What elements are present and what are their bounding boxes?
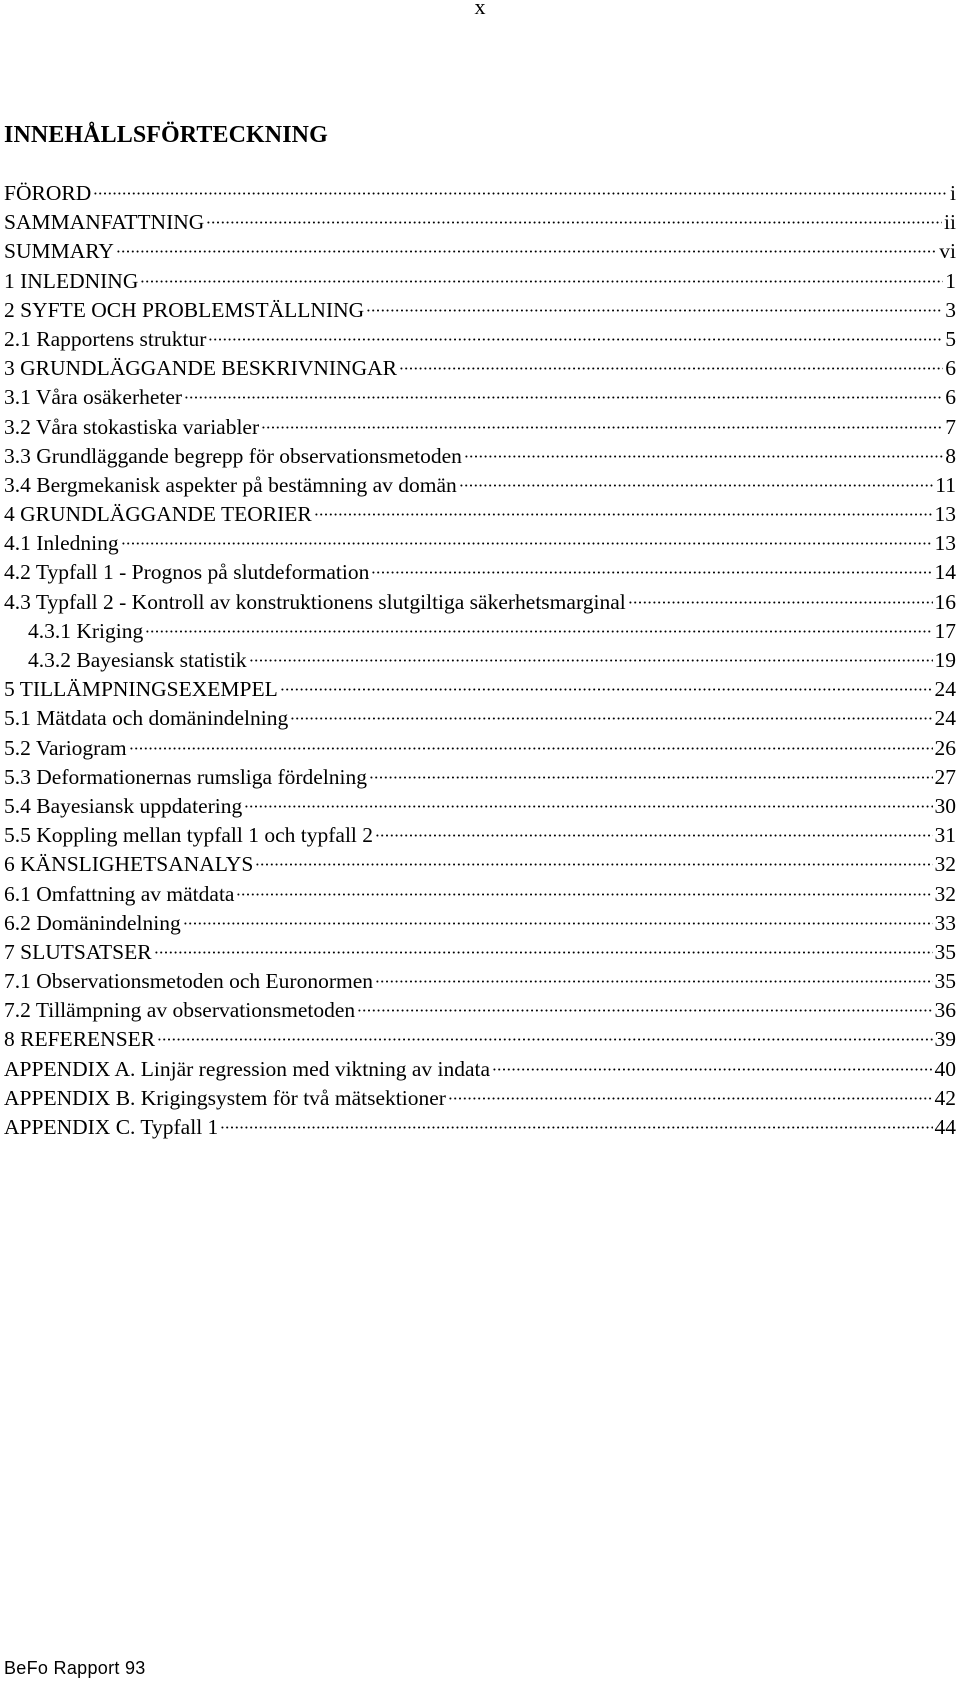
toc-entry[interactable]: [4, 763, 956, 792]
toc-entry-page: 7: [945, 414, 956, 439]
toc-dot-leader: [399, 367, 943, 370]
toc-entry[interactable]: [4, 500, 956, 529]
toc-entry[interactable]: [4, 646, 956, 675]
toc-list: [4, 179, 956, 1142]
toc-dot-leader: [448, 1097, 933, 1100]
toc-entry[interactable]: [4, 442, 956, 471]
toc-entry[interactable]: [4, 821, 956, 850]
toc-dot-leader: [244, 805, 932, 808]
toc-entry-title: APPENDIX A. Linjär regression med viktning av indata: [4, 1056, 491, 1081]
toc-entry-title: 5.1 Mätdata och domänindelning: [4, 706, 289, 731]
toc-entry-page: 24: [934, 706, 956, 731]
page-number: x: [474, 0, 486, 19]
toc-entry-title: 3.3 Grundläggande begrepp för observationsmetoden: [4, 443, 462, 468]
toc-entry-page: 13: [934, 502, 956, 527]
toc-entry[interactable]: [4, 909, 956, 938]
toc-dot-leader: [249, 659, 933, 662]
toc-entry-title: 8 REFERENSER: [4, 1027, 156, 1052]
toc-entry[interactable]: [4, 179, 956, 208]
toc-entry-page: 8: [945, 443, 956, 468]
toc-entry-title: 6.1 Omfattning av mätdata: [4, 881, 235, 906]
toc-entry-title: 2 SYFTE OCH PROBLEMSTÄLLNING: [4, 297, 365, 322]
toc-entry-page: 1: [945, 268, 956, 293]
toc-entry-title: 4.3.1 Kriging: [28, 618, 144, 643]
toc-entry-page: 6: [945, 356, 956, 381]
toc-entry-page: 14: [934, 560, 956, 585]
toc-entry-page: 6: [945, 385, 956, 410]
toc-entry-page: 40: [934, 1056, 956, 1081]
toc-entry[interactable]: [4, 208, 956, 237]
toc-entry-page: 39: [934, 1027, 956, 1052]
toc-dot-leader: [290, 717, 932, 720]
toc-entry-title: 3.2 Våra stokastiska variabler: [4, 414, 260, 439]
toc-entry-page: 36: [934, 998, 956, 1023]
toc-entry-page: 31: [934, 823, 956, 848]
toc-entry-title: 4.3 Typfall 2 - Kontroll av konstruktionens slutgiltiga säkerhetsmarginal: [4, 589, 626, 614]
toc-entry-title: 4 GRUNDLÄGGANDE TEORIER: [4, 502, 312, 527]
toc-dot-leader: [157, 1038, 932, 1041]
toc-entry[interactable]: [4, 967, 956, 996]
toc-entry-title: 3 GRUNDLÄGGANDE BESKRIVNINGAR: [4, 356, 397, 381]
toc-entry-title: 1 INLEDNING: [4, 268, 139, 293]
toc-title: INNEHÅLLSFÖRTECKNING: [4, 122, 328, 148]
toc-entry[interactable]: [4, 704, 956, 733]
toc-entry[interactable]: [4, 529, 956, 558]
toc-entry-page: 35: [934, 969, 956, 994]
toc-entry-page: 44: [934, 1115, 956, 1139]
toc-entry[interactable]: [4, 471, 956, 500]
toc-entry-title: 6.2 Domänindelning: [4, 910, 181, 935]
toc-entry-page: 5: [945, 326, 956, 351]
toc-entry[interactable]: [4, 354, 956, 383]
toc-entry-page: 27: [934, 764, 956, 789]
toc-entry[interactable]: [4, 996, 956, 1025]
toc-dot-leader: [206, 221, 942, 224]
toc-entry-page: 16: [934, 589, 956, 614]
toc-entry-title: SUMMARY: [4, 239, 114, 264]
toc-dot-leader: [255, 863, 932, 866]
toc-entry-page: 24: [934, 677, 956, 702]
toc-dot-leader: [280, 688, 933, 691]
toc-dot-leader: [628, 601, 933, 604]
toc-entry-page: 32: [934, 852, 956, 877]
toc-entry-page: ii: [944, 210, 956, 235]
toc-entry-title: 7.1 Observationsmetoden och Euronormen: [4, 969, 373, 994]
toc-entry-title: APPENDIX C. Typfall 1: [4, 1115, 219, 1139]
toc-dot-leader: [129, 747, 933, 750]
toc-entry-page: 35: [934, 939, 956, 964]
toc-entry-page: i: [950, 181, 956, 205]
toc-entry-title: 5.2 Variogram: [4, 735, 127, 760]
toc-dot-leader: [357, 1009, 932, 1012]
toc-entry-title: 2.1 Rapportens struktur: [4, 326, 207, 351]
toc-entry-page: 13: [934, 531, 956, 556]
toc-dot-leader: [375, 980, 933, 983]
toc-entry[interactable]: [4, 558, 956, 587]
toc-entry[interactable]: [4, 617, 956, 646]
toc-entry[interactable]: [4, 880, 956, 909]
toc-entry-title: 3.1 Våra osäkerheter: [4, 385, 183, 410]
toc-entry[interactable]: [4, 588, 956, 617]
toc-dot-leader: [314, 513, 933, 516]
toc-dot-leader: [459, 484, 934, 487]
toc-entry[interactable]: [4, 675, 956, 704]
toc-entry[interactable]: [4, 1055, 956, 1084]
toc-dot-leader: [261, 426, 943, 429]
toc-entry-page: 32: [934, 881, 956, 906]
toc-dot-leader: [140, 280, 943, 283]
toc-entry[interactable]: [4, 237, 956, 266]
toc-entry-page: 3: [945, 297, 956, 322]
toc-entry-title: 4.1 Inledning: [4, 531, 119, 556]
toc-entry[interactable]: [4, 1025, 956, 1054]
toc-dot-leader: [492, 1068, 932, 1071]
toc-entry[interactable]: [4, 850, 956, 879]
toc-entry-title: 5.5 Koppling mellan typfall 1 och typfall 2: [4, 823, 374, 848]
toc-entry-title: FÖRORD: [4, 181, 92, 205]
toc-entry-page: 42: [934, 1085, 956, 1110]
toc-entry-title: 7.2 Tillämpning av observationsmetoden: [4, 998, 356, 1023]
toc-entry-page: 17: [934, 618, 956, 643]
toc-entry[interactable]: [4, 296, 956, 325]
toc-dot-leader: [116, 250, 937, 253]
toc-entry-title: 5 TILLÄMPNINGSEXEMPEL: [4, 677, 278, 702]
toc-dot-leader: [183, 922, 933, 925]
toc-entry-title: 5.4 Bayesiansk uppdatering: [4, 793, 243, 818]
toc-entry-title: APPENDIX B. Krigingsystem för två mätsektioner: [4, 1085, 446, 1110]
toc-entry-title: 6 KÄNSLIGHETSANALYS: [4, 852, 254, 877]
toc-entry[interactable]: [4, 267, 956, 296]
toc-entry-page: 11: [935, 472, 956, 497]
toc-dot-leader: [369, 776, 932, 779]
toc-entry[interactable]: [4, 383, 956, 412]
toc-entry-title: 7 SLUTSATSER: [4, 939, 152, 964]
toc-dot-leader: [375, 834, 932, 837]
toc-entry-title: 3.4 Bergmekanisk aspekter på bestämning av domän: [4, 472, 457, 497]
footer-brand: BeFo Rapport 93: [4, 1658, 146, 1678]
toc-entry-page: 33: [934, 910, 956, 935]
toc-dot-leader: [184, 396, 943, 399]
toc-entry-page: vi: [939, 239, 956, 264]
toc-entry-title: 5.3 Deformationernas rumsliga fördelning: [4, 764, 368, 789]
toc-entry[interactable]: [4, 1113, 956, 1142]
toc-dot-leader: [93, 192, 948, 195]
toc-dot-leader: [366, 309, 943, 312]
toc-dot-leader: [220, 1126, 932, 1129]
toc-entry-page: 30: [934, 793, 956, 818]
toc-dot-leader: [145, 630, 932, 633]
toc-entry[interactable]: [4, 413, 956, 442]
toc-entry[interactable]: [4, 1084, 956, 1113]
toc-entry-page: 26: [934, 735, 956, 760]
toc-entry-page: 19: [934, 648, 956, 672]
toc-entry[interactable]: [4, 734, 956, 763]
toc-entry[interactable]: [4, 938, 956, 967]
toc-dot-leader: [154, 951, 933, 954]
toc-dot-leader: [121, 542, 933, 545]
toc-entry-title: 4.2 Typfall 1 - Prognos på slutdeformation: [4, 560, 370, 585]
toc-dot-leader: [464, 455, 943, 458]
toc-entry-title: SAMMANFATTNING: [4, 210, 205, 235]
toc-dot-leader: [236, 893, 932, 896]
toc-dot-leader: [208, 338, 943, 341]
toc-entry[interactable]: [4, 325, 956, 354]
toc-entry[interactable]: [4, 792, 956, 821]
toc-entry-title: 4.3.2 Bayesiansk statistik: [28, 648, 247, 672]
toc-dot-leader: [371, 571, 932, 574]
